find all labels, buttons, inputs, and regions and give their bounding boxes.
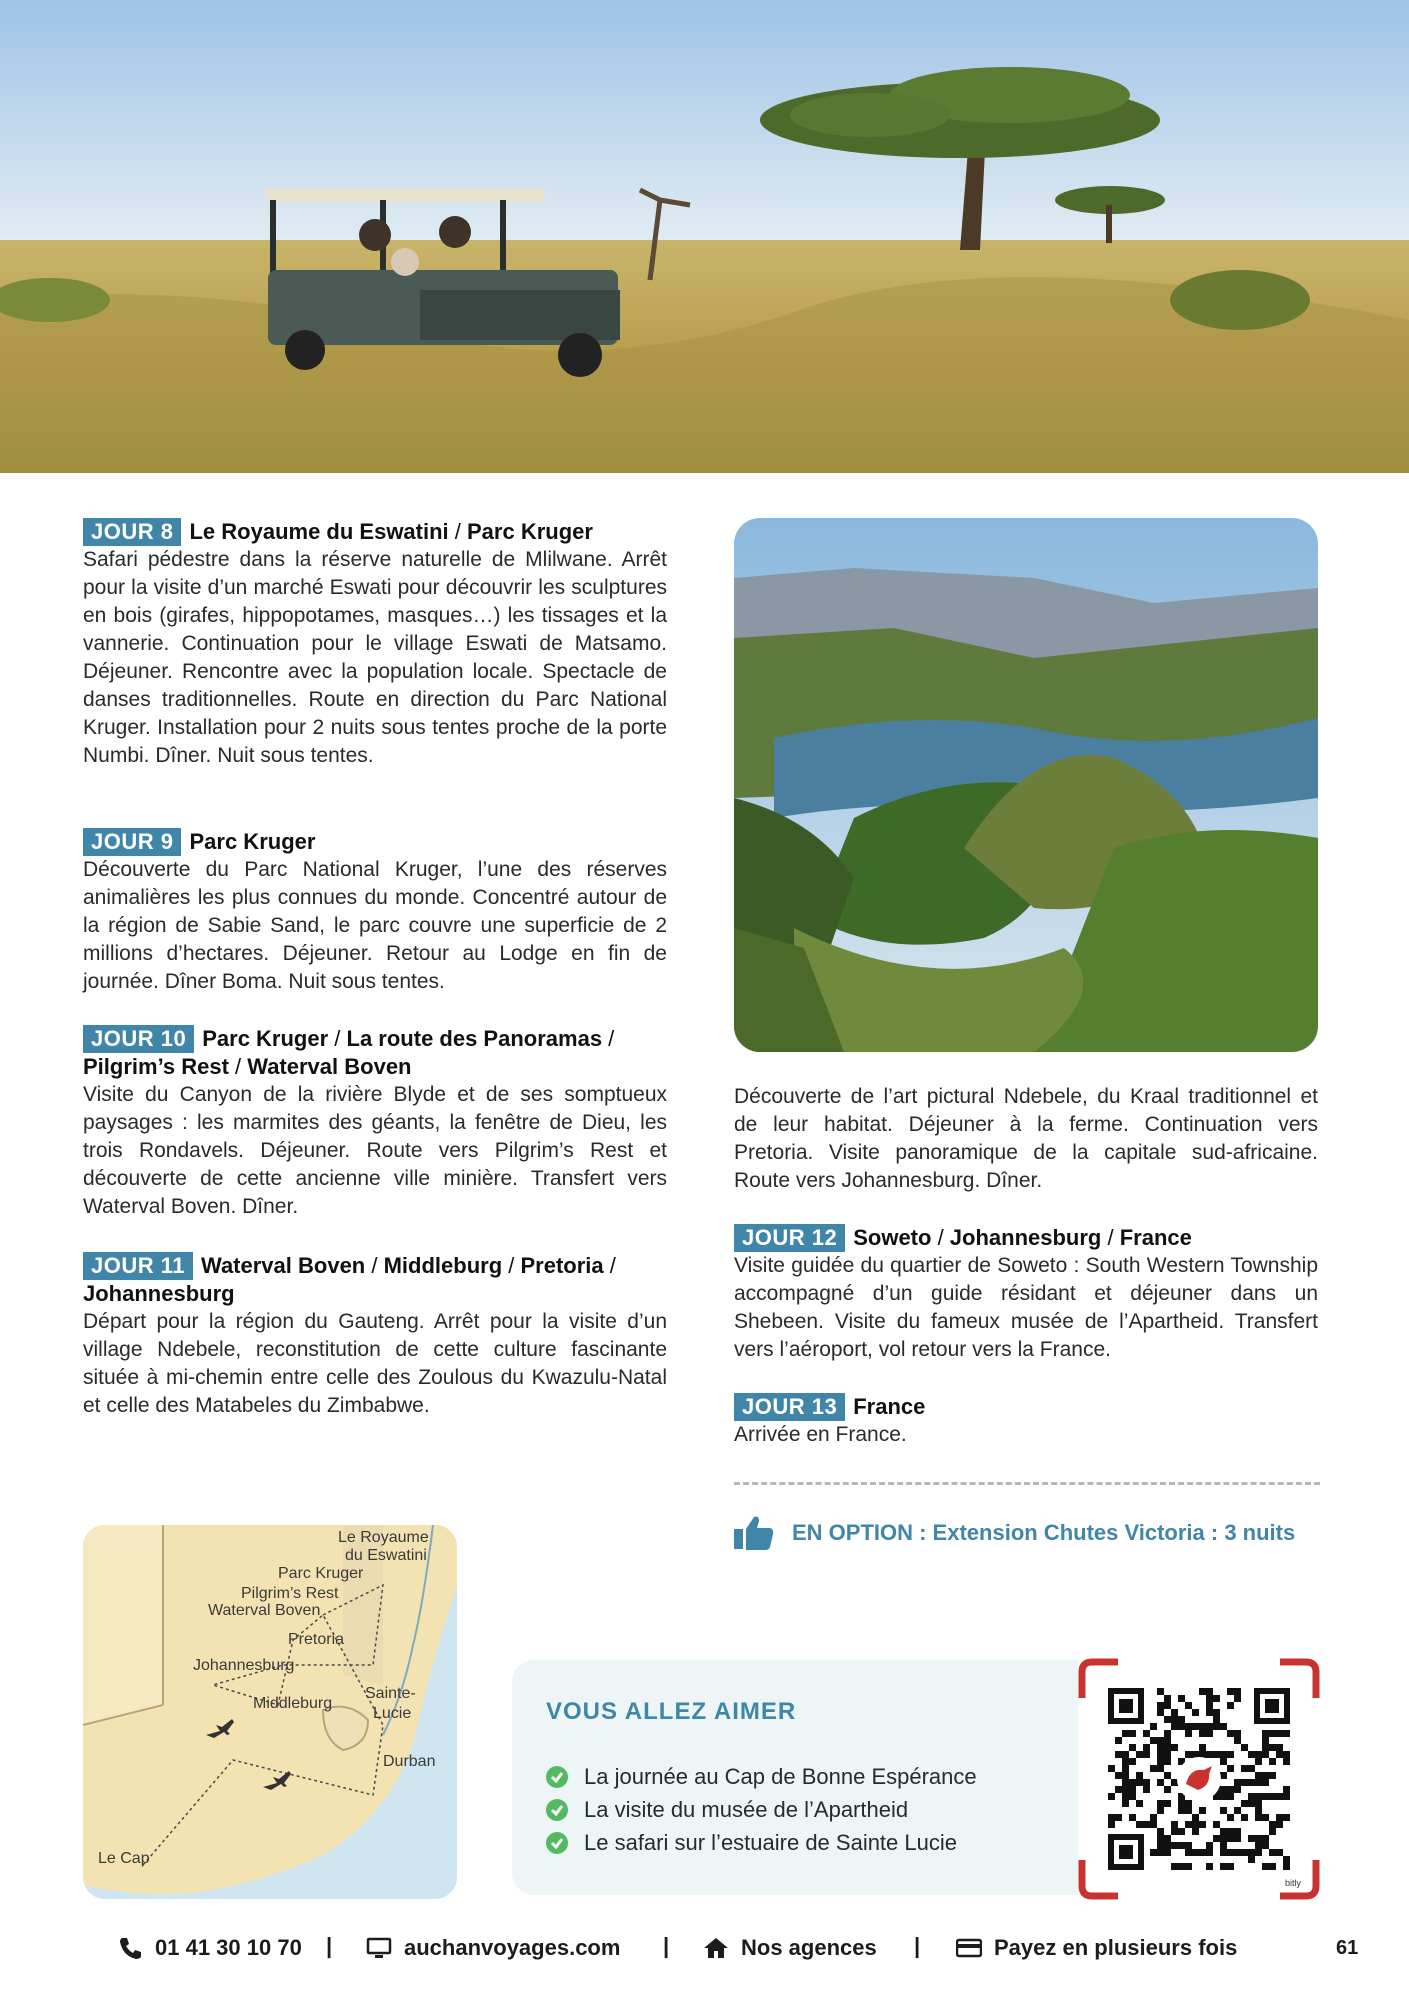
footer-phone[interactable] — [117, 1935, 302, 1961]
day-title-part: Waterval Boven — [201, 1253, 366, 1278]
day-title-part: Waterval Boven — [247, 1054, 412, 1079]
agencies-link: Nos agences — [741, 1935, 877, 1960]
map-label: Pretoria — [288, 1631, 345, 1648]
highlights-box — [512, 1660, 1152, 1895]
footer-website[interactable] — [366, 1935, 620, 1961]
page-number: 61 — [1336, 1937, 1359, 1959]
highlight-text: Le safari sur l’estuaire de Sainte Lucie — [584, 1830, 957, 1855]
footer — [0, 1925, 1409, 1975]
day-12-heading — [734, 1224, 1318, 1252]
monitor-icon — [366, 1936, 392, 1960]
payment-link: Payez en plusieurs fois — [994, 1935, 1238, 1960]
highlights-list — [546, 1760, 977, 1859]
highlights-title: VOUS ALLEZ AIMER — [546, 1698, 797, 1725]
day-title-part: Johannesburg — [83, 1281, 235, 1306]
day-10-text: Visite du Canyon de la rivière Blyde et de ses somptueux paysages : les marmites des géants, la fenêtre de Dieu, les trois Rondavels. Déjeuner. Route vers Pilgrim’s Rest et découverte de cette ancienne ville minière. Transfert vers Waterval Boven. Dîner. — [83, 1083, 667, 1218]
day-13-heading — [734, 1393, 1318, 1421]
day-title-part: Soweto — [853, 1225, 932, 1250]
check-icon — [546, 1766, 568, 1788]
day-title-part: Parc Kruger — [189, 829, 316, 854]
day-badge: JOUR 12 — [734, 1224, 845, 1252]
day-11-continued-text: Découverte de l’art pictural Ndebele, du Kraal traditionnel et de leur habitat. Déjeuner à la ferme. Continuation vers Pretoria. Visite panoramique de la capitale sud-africaine. Route vers Johannesburg. Dîner. — [734, 1085, 1318, 1192]
map-label: Le Royaume — [338, 1529, 429, 1546]
day-8-text: Safari pédestre dans la réserve naturelle de Mlilwane. Arrêt pour la visite d’un marché Eswati pour découvrir les sculptures en bois (girafes, hippopotames, masques…) les tissages et la vannerie. Continuation pour le village Eswati de Matsamo. Déjeuner. Rencontre avec la population locale. Spectacle de danses traditionnelles. Route en direction du Parc National Kruger. Installation pour 2 nuits sous tentes proche de la porte Numbi. Dîner. Nuit sous tentes. — [83, 548, 667, 767]
map-label: Middleburg — [253, 1695, 333, 1712]
day-title-part: Middleburg — [383, 1253, 503, 1278]
footer-separator: | — [914, 1933, 921, 1958]
highlight-item — [546, 1826, 977, 1859]
map-label: Johannesburg — [193, 1657, 295, 1674]
day-title-part: Pilgrim’s Rest — [83, 1054, 229, 1079]
hero-safari-photo — [0, 0, 1409, 473]
highlight-item — [546, 1793, 977, 1826]
day-10-heading — [83, 1025, 667, 1081]
day-9-text: Découverte du Parc National Kruger, l’une des réserves animalières les plus connues du monde. Concentré autour de la région de Sabie Sand, le parc couvre une superficie de 2 millions d’hectares. Déjeuner. Retour au Lodge en fin de journée. Dîner Boma. Nuit sous tentes. — [83, 858, 667, 993]
highlight-item — [546, 1760, 977, 1793]
day-badge: JOUR 9 — [83, 828, 181, 856]
day-title-part: / — [931, 1225, 950, 1250]
qr-caption: bitly — [1285, 1878, 1302, 1888]
day-8-heading — [83, 518, 667, 546]
day-badge: JOUR 10 — [83, 1025, 194, 1053]
website-link: auchanvoyages.com — [404, 1935, 621, 1960]
qr-code[interactable] — [1078, 1658, 1320, 1900]
day-title-part: France — [1119, 1225, 1192, 1250]
map-label: Le Cap — [98, 1850, 150, 1867]
day-title-part: / — [328, 1026, 347, 1051]
day-title-part: / — [228, 1054, 248, 1079]
day-title-part: La route des Panoramas — [346, 1026, 603, 1051]
day-title-part: Le Royaume du Eswatini — [189, 519, 449, 544]
day-9 — [83, 828, 667, 996]
home-icon — [703, 1936, 729, 1960]
map-label: du Eswatini — [345, 1547, 427, 1564]
day-13 — [734, 1393, 1318, 1449]
day-13-text: Arrivée en France. — [734, 1423, 907, 1446]
day-title-part: Parc Kruger — [467, 519, 593, 544]
day-9-heading — [83, 828, 667, 856]
phone-number: 01 41 30 10 70 — [155, 1935, 302, 1960]
day-title-part: / — [603, 1253, 616, 1278]
route-map — [83, 1525, 457, 1899]
day-11-text: Départ pour la région du Gauteng. Arrêt pour la visite d’un village Ndebele, reconstitution de cette culture fascinante située à mi-chemin entre celle des Zoulous du Kwazulu-Natal et celle des Matabeles du Zimbabwe. — [83, 1310, 667, 1417]
day-11 — [83, 1252, 667, 1420]
dashed-divider — [734, 1482, 1320, 1485]
day-badge: JOUR 13 — [734, 1393, 845, 1421]
day-12-text: Visite guidée du quartier de Soweto : South Western Township accompagné d’un guide résidant et déjeuner dans un Shebeen. Visite du fameux musée de l’Apartheid. Transfert vers l’aéroport, vol retour vers la France. — [734, 1254, 1318, 1361]
day-title-part: / — [602, 1026, 615, 1051]
blyde-canyon-photo — [734, 518, 1318, 1052]
map-label: Durban — [383, 1753, 436, 1770]
day-title-part: / — [1101, 1225, 1120, 1250]
day-title-part: / — [365, 1253, 384, 1278]
day-title-part: Pretoria — [520, 1253, 604, 1278]
footer-separator: | — [663, 1933, 670, 1958]
footer-separator: | — [326, 1933, 333, 1958]
day-11-continued — [734, 1083, 1318, 1195]
check-icon — [546, 1799, 568, 1821]
day-10 — [83, 1025, 667, 1221]
day-11-heading — [83, 1252, 667, 1308]
day-title-part: Johannesburg — [949, 1225, 1102, 1250]
map-label: Lucie — [373, 1705, 412, 1722]
day-badge: JOUR 8 — [83, 518, 181, 546]
phone-icon — [117, 1936, 143, 1960]
option-extension — [734, 1513, 1334, 1553]
day-badge: JOUR 11 — [83, 1252, 193, 1280]
day-8 — [83, 518, 667, 770]
day-12 — [734, 1224, 1318, 1364]
option-text: EN OPTION : Extension Chutes Victoria : 3 nuits — [792, 1520, 1296, 1545]
map-label: Waterval Boven — [208, 1602, 321, 1619]
footer-payment[interactable] — [956, 1935, 1237, 1961]
highlight-text: La visite du musée de l’Apartheid — [584, 1797, 909, 1822]
footer-agencies[interactable] — [703, 1935, 877, 1961]
credit-card-icon — [956, 1936, 982, 1960]
map-label: Sainte- — [365, 1685, 416, 1702]
day-title-part: / — [448, 519, 467, 544]
day-title-part: / — [502, 1253, 521, 1278]
day-title-part: Parc Kruger — [202, 1026, 329, 1051]
day-title-part: France — [853, 1394, 926, 1419]
map-label: Pilgrim’s Rest — [241, 1585, 339, 1602]
check-icon — [546, 1832, 568, 1854]
highlight-text: La journée au Cap de Bonne Espérance — [584, 1764, 977, 1789]
thumbs-up-icon — [734, 1515, 774, 1551]
map-label: Parc Kruger — [278, 1565, 364, 1582]
